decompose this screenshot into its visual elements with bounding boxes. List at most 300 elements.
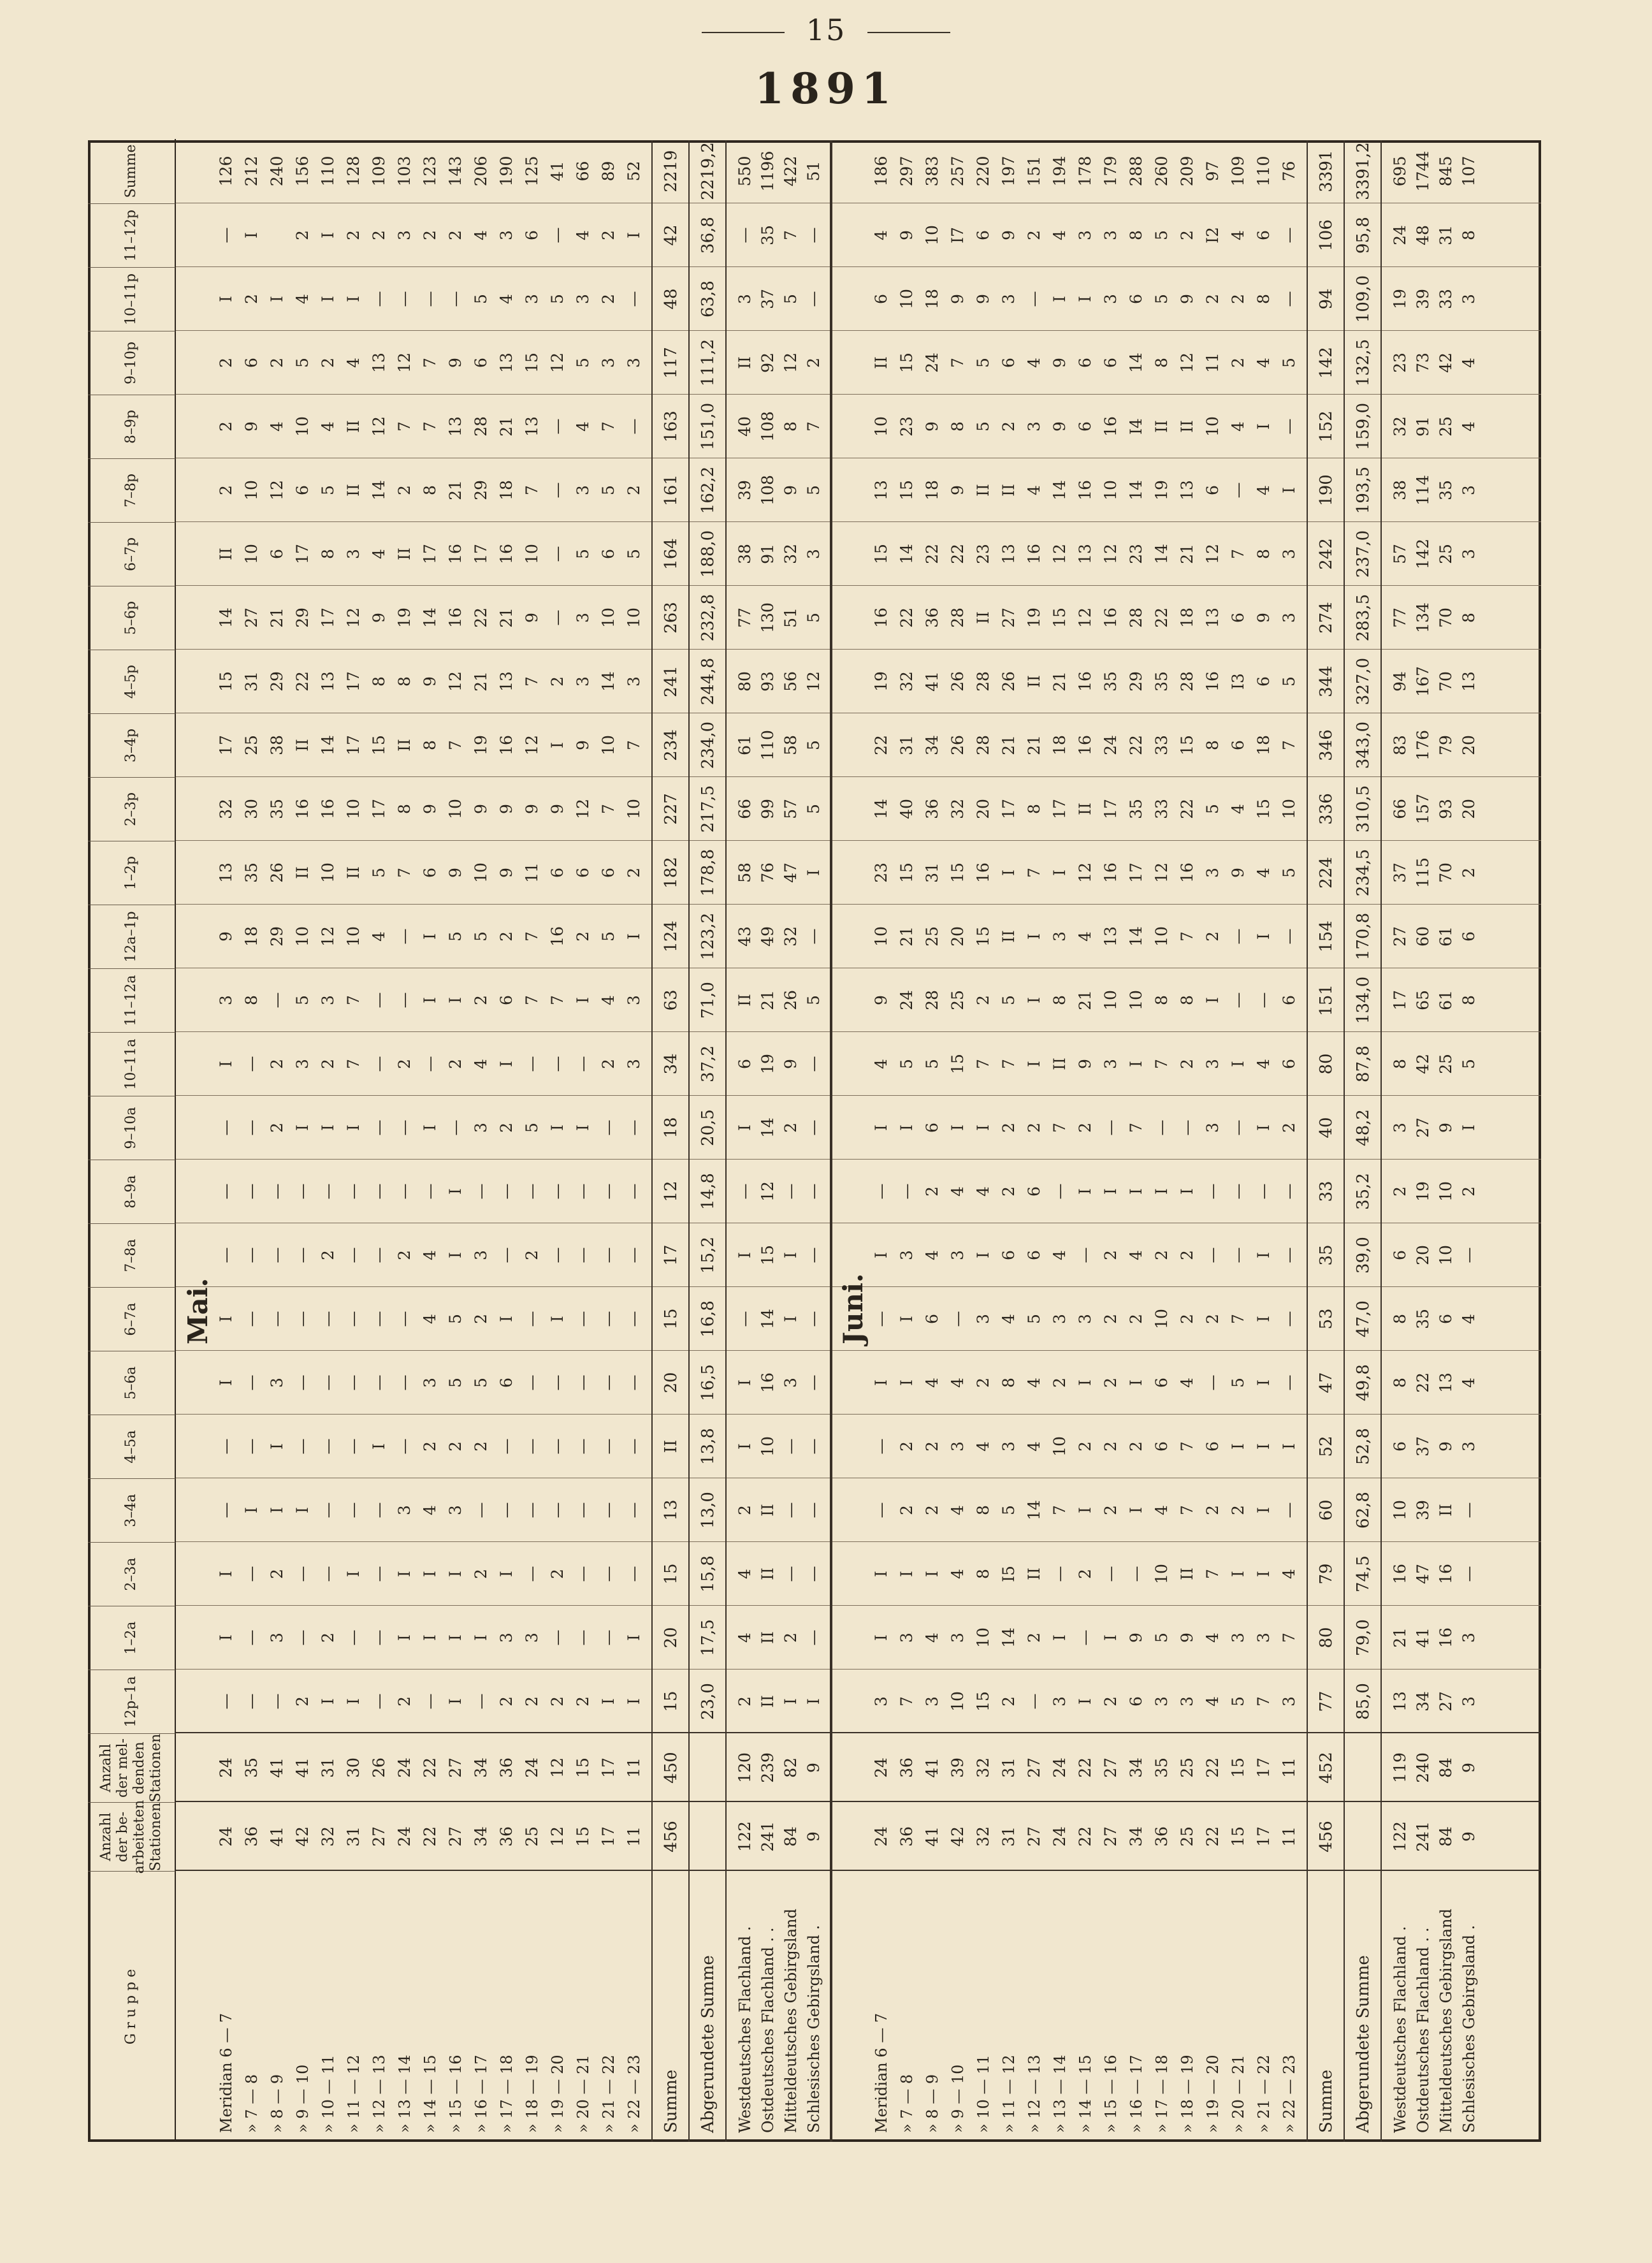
table-cell: I (497, 1316, 516, 1322)
table-cell: 297 (897, 156, 916, 187)
table-cell: — (1152, 1119, 1171, 1136)
table-cell: 2 (735, 1696, 754, 1706)
table-cell: 5 (1203, 804, 1222, 814)
table-cell: I (872, 1124, 890, 1131)
column-header: 2–3p (88, 777, 176, 841)
table-cell: 234 (662, 729, 681, 761)
table-cell: 3 (1280, 549, 1298, 559)
table-row (894, 140, 920, 2142)
table-row (1225, 140, 1252, 2142)
table-cell: I (421, 997, 439, 1003)
table-cell: 6 (1280, 1059, 1298, 1069)
table-cell: 6 (242, 358, 261, 368)
table-cell: 125 (523, 156, 541, 187)
table-cell: I (1280, 1443, 1298, 1450)
table-cell: 66 (735, 799, 754, 819)
table-cell: 60 (1414, 926, 1432, 947)
table-cell: 6 (1229, 740, 1247, 750)
table-cell: 6 (1076, 358, 1094, 368)
table-cell: 23 (1127, 544, 1145, 564)
table-cell: 7 (1280, 740, 1298, 750)
table-cell: 13,0 (699, 1492, 718, 1529)
table-cell: 82 (781, 1757, 800, 1778)
table-cell: 25 (523, 1826, 541, 1847)
table-cell: 10 (1152, 1309, 1171, 1329)
table-cell: 2 (472, 1314, 490, 1324)
column-header: 1–2a (88, 1606, 176, 1670)
table-cell: 3 (1101, 1059, 1120, 1069)
table-cell: 2 (625, 485, 643, 495)
table-cell: 10 (1050, 1436, 1069, 1457)
table-cell: 3 (625, 676, 643, 687)
table-row (1250, 140, 1277, 2142)
table-cell: 17 (599, 1826, 618, 1847)
table-cell: 2 (1101, 1696, 1120, 1706)
table-cell: 3 (897, 1250, 916, 1260)
table-cell: 4 (1229, 230, 1247, 240)
table-cell: 450 (662, 1752, 681, 1784)
table-cell: 79 (1437, 735, 1455, 755)
table-cell: 7 (344, 1059, 363, 1069)
table-cell: 4 (735, 1569, 754, 1579)
table-row (442, 140, 469, 2142)
table-cell: 15 (897, 480, 916, 500)
table-cell: — (395, 992, 414, 1008)
table-row (519, 140, 546, 2142)
table-cell: 4 (1460, 1378, 1478, 1388)
table-cell: 5 (974, 358, 992, 368)
table-cell: 48 (662, 288, 681, 310)
table-cell: » 15 — 16 (447, 2055, 465, 2133)
table-row (544, 140, 571, 2142)
table-cell: » 10 — 11 (319, 2055, 337, 2133)
table-cell: 27 (1391, 926, 1409, 947)
table-cell: 28 (472, 416, 490, 437)
table-cell: 14 (599, 671, 618, 692)
table-cell: 25 (1437, 1054, 1455, 1074)
table-cell: 6 (1152, 1441, 1171, 1452)
table-cell: 3 (1460, 485, 1478, 495)
table-cell: 7 (1050, 1123, 1069, 1133)
table-cell: 18 (497, 480, 516, 500)
table-cell: 42 (1414, 1054, 1432, 1074)
table-cell: — (1280, 1311, 1298, 1327)
table-cell: 5 (625, 549, 643, 559)
table-cell: 2 (1076, 1123, 1094, 1133)
table-cell: 35 (1414, 1309, 1432, 1329)
month-title: Juni. (837, 1273, 869, 1344)
table-cell: 13 (1101, 926, 1120, 947)
table-cell: 6 (548, 868, 567, 878)
table-row (391, 140, 418, 2142)
table-cell: 122 (1391, 1821, 1409, 1852)
table-row (621, 140, 648, 2142)
table-cell: 12 (523, 735, 541, 755)
table-cell: 87,8 (1354, 1045, 1373, 1082)
table-cell: 4 (1025, 1378, 1043, 1388)
table-cell: 3 (1460, 294, 1478, 304)
table-cell: 2 (1025, 230, 1043, 240)
table-cell: 16,8 (699, 1300, 718, 1337)
table-cell: 240 (1414, 1752, 1432, 1783)
table-cell: 3 (395, 230, 414, 240)
row-separator (651, 140, 653, 2142)
table-row (970, 140, 997, 2142)
table-cell: 234,0 (699, 721, 718, 769)
table-cell: — (1101, 1119, 1120, 1136)
table-cell: 6 (923, 1123, 941, 1133)
table-cell: 80 (735, 671, 754, 692)
table-cell: 13 (872, 480, 890, 500)
table-cell: 15 (872, 544, 890, 564)
table-cell: 2 (1025, 1633, 1043, 1643)
table-cell: » 17 — 18 (498, 2055, 516, 2133)
table-cell: I (217, 1379, 235, 1386)
table-cell: 8 (1460, 995, 1478, 1005)
table-row (468, 140, 495, 2142)
table-cell: 3 (344, 549, 363, 559)
table-cell: 550 (735, 156, 754, 187)
table-cell: 2 (344, 230, 363, 240)
table-cell: 4 (872, 1059, 890, 1069)
table-cell: 27 (446, 1826, 465, 1847)
table-cell: 27 (446, 1757, 465, 1778)
table-cell: 9 (523, 804, 541, 814)
table-cell: 15 (662, 1691, 681, 1712)
table-cell: 257 (948, 156, 967, 187)
table-cell: 16 (319, 799, 337, 819)
table-cell: 7 (523, 485, 541, 495)
table-cell: — (395, 1438, 414, 1455)
table-cell: 22 (1076, 1757, 1094, 1778)
table-cell (1350, 1802, 1377, 1871)
table-cell: II (758, 1631, 777, 1644)
table-cell: 7 (1127, 1123, 1145, 1133)
table-cell: 9 (523, 613, 541, 623)
table-cell: 3 (948, 1633, 967, 1643)
table-cell: — (1229, 1119, 1247, 1136)
table-cell: 8 (1460, 230, 1478, 240)
table-cell: — (217, 1693, 235, 1710)
table-cell: — (217, 1502, 235, 1518)
table-cell: II (395, 739, 414, 752)
table-cell: 4 (974, 1441, 992, 1452)
table-cell: 4 (974, 1186, 992, 1197)
table-cell: 41 (1414, 1627, 1432, 1648)
table-cell: I (735, 1443, 754, 1450)
table-cell: — (599, 1183, 618, 1200)
table-cell: I (1460, 1124, 1478, 1131)
table-cell: 2 (395, 485, 414, 495)
table-cell: I (497, 1571, 516, 1577)
table-cell: I (1280, 487, 1298, 493)
table-cell: 3 (599, 358, 618, 368)
table-cell: — (1254, 992, 1273, 1008)
table-cell: — (599, 1311, 618, 1327)
table-cell: 3 (1101, 230, 1120, 240)
table-cell: — (370, 1247, 388, 1263)
table-cell: I (319, 1698, 337, 1705)
table-cell: — (497, 1247, 516, 1263)
table-cell: — (804, 1438, 823, 1455)
table-cell: 130 (758, 602, 777, 633)
table-cell: 77 (735, 608, 754, 628)
table-cell: — (548, 482, 567, 498)
table-cell: 9 (1178, 1633, 1196, 1643)
table-cell: 16 (872, 608, 890, 628)
table-cell: 94 (1317, 288, 1336, 310)
table-cell: 2 (523, 1696, 541, 1706)
table-cell: I (1076, 1698, 1094, 1705)
table-cell: 28 (1178, 671, 1196, 692)
table-cell: 31 (319, 1757, 337, 1778)
table-cell: — (1076, 1629, 1094, 1646)
table-cell: I (472, 1634, 490, 1641)
table-cell: 10 (599, 735, 618, 755)
table-cell: 12 (446, 671, 465, 692)
table-cell: 17 (1127, 862, 1145, 883)
table-cell: 3 (735, 294, 754, 304)
table-cell: — (1203, 1247, 1222, 1263)
column-header: 6–7p (88, 522, 176, 586)
table-cell: » 15 — 16 (1102, 2055, 1120, 2133)
table-cell: I (370, 1443, 388, 1450)
table-cell: 26 (268, 862, 286, 883)
table-cell: 10 (523, 544, 541, 564)
table-cell: 2 (497, 931, 516, 942)
table-cell: 283,5 (1354, 593, 1373, 642)
table-cell: — (242, 1374, 261, 1391)
table-cell: 4 (948, 1378, 967, 1388)
table-cell: 8 (370, 676, 388, 687)
table-cell: 106 (1317, 219, 1336, 251)
table-cell: 2 (319, 1250, 337, 1260)
table-cell: 17 (1101, 799, 1120, 819)
table-cell: — (1280, 291, 1298, 307)
table-cell: 8 (974, 1569, 992, 1579)
table-cell: — (804, 1629, 823, 1646)
table-cell: 17 (599, 1757, 618, 1778)
table-cell: — (293, 1629, 312, 1646)
table-cell: 3 (1076, 1314, 1094, 1324)
table-cell: I (1229, 1571, 1247, 1577)
table-row (996, 140, 1022, 2142)
table-cell: — (599, 1119, 618, 1136)
table-cell: 119 (1391, 1752, 1409, 1783)
table-cell: — (344, 1629, 363, 1646)
table-cell: 4 (1254, 868, 1273, 878)
table-cell: — (625, 1566, 643, 1582)
table-cell: 2 (1229, 294, 1247, 304)
table-cell: 8 (781, 421, 800, 432)
table-row (868, 140, 895, 2142)
table-row (315, 140, 342, 2142)
table-cell: 3 (1460, 549, 1478, 559)
table-cell: 12 (1076, 608, 1094, 628)
table-cell: 154 (1317, 920, 1336, 952)
table-cell: I (395, 1634, 414, 1641)
table-cell: I (319, 232, 337, 238)
table-cell: — (523, 1056, 541, 1072)
table-cell: — (293, 1247, 312, 1263)
table-cell: 15 (1254, 799, 1273, 819)
table-cell: 18 (1050, 735, 1069, 755)
table-cell: 2 (1076, 1569, 1094, 1579)
table-cell: 2 (217, 485, 235, 495)
column-header: 9–10p (88, 331, 176, 395)
table-cell: 24 (1101, 735, 1120, 755)
table-cell: 12 (758, 1181, 777, 1202)
table-cell: I (1076, 1507, 1094, 1513)
table-cell: 29 (293, 608, 312, 628)
table-cell: 33 (1152, 735, 1171, 755)
table-cell: 241 (1414, 1821, 1432, 1852)
table-cell: II (974, 484, 992, 497)
table-cell: 20 (948, 926, 967, 947)
summary-row (1350, 140, 1377, 2142)
table-cell: 2 (974, 995, 992, 1005)
table-cell: 274 (1317, 602, 1336, 634)
table-cell: 5 (370, 868, 388, 878)
table-cell: 83 (1391, 735, 1409, 755)
table-cell: — (548, 546, 567, 562)
table-cell: » 13 — 14 (1051, 2055, 1069, 2133)
table-row (1047, 140, 1073, 2142)
table-cell: 36 (497, 1757, 516, 1778)
table-cell: I (1025, 1061, 1043, 1067)
table-cell: 23 (1391, 353, 1409, 373)
table-cell: — (548, 1502, 567, 1518)
table-cell: 9 (781, 1059, 800, 1069)
table-cell: 32 (974, 1757, 992, 1778)
table-cell: I (1050, 1634, 1069, 1641)
table-cell: 2 (1178, 230, 1196, 240)
table-cell: 20,5 (699, 1109, 718, 1146)
table-cell: I (897, 1316, 916, 1322)
table-cell: II (1437, 1504, 1455, 1517)
table-cell: — (548, 609, 567, 626)
table-cell: 2 (1391, 1186, 1409, 1197)
table-cell: — (421, 1183, 439, 1200)
table-cell: 2 (548, 676, 567, 687)
table-cell: 47 (1317, 1372, 1336, 1393)
table-cell: 32 (217, 799, 235, 819)
table-cell: 3 (268, 1378, 286, 1388)
table-cell: — (370, 1056, 388, 1072)
table-cell: I7 (948, 227, 967, 244)
table-cell: II (1178, 420, 1196, 433)
table-cell: — (395, 1119, 414, 1136)
table-cell: 10 (974, 1627, 992, 1648)
table-cell: 6 (574, 868, 592, 878)
table-cell: 9 (1437, 1441, 1455, 1452)
table-cell: 24 (872, 1826, 890, 1847)
table-cell: 7 (1203, 1569, 1222, 1579)
table-cell: I (1254, 1252, 1273, 1258)
table-cell: 28 (974, 735, 992, 755)
table-cell: 9 (1460, 1831, 1478, 1842)
table-cell: 6 (1460, 931, 1478, 942)
table-cell: — (625, 1119, 643, 1136)
table-cell: II (735, 994, 754, 1007)
table-cell: 28 (948, 608, 967, 628)
table-cell: Meridian 6 — 7 (873, 2012, 890, 2133)
table-cell: 452 (1317, 1752, 1336, 1784)
table-cell: 15 (897, 353, 916, 373)
table-cell: 2 (735, 1505, 754, 1515)
table-cell: Abgerundete Summe (1354, 1955, 1373, 2133)
table-cell: 10 (472, 862, 490, 883)
table-cell: 11 (1280, 1757, 1298, 1778)
table-cell: — (472, 1502, 490, 1518)
table-cell: 5 (1280, 676, 1298, 687)
table-cell: 6 (599, 549, 618, 559)
table-cell: Summe (1317, 2069, 1336, 2133)
table-cell: 7 (625, 740, 643, 750)
table-cell: II (974, 611, 992, 624)
table-cell: 5 (293, 995, 312, 1005)
table-cell: 35 (242, 862, 261, 883)
table-cell: 17 (1391, 990, 1409, 1010)
table-cell: 26 (948, 735, 967, 755)
table-cell: — (625, 1502, 643, 1518)
table-cell: — (217, 1183, 235, 1200)
table-cell: 3 (1391, 1123, 1409, 1133)
table-cell: — (319, 1438, 337, 1455)
table-cell: II (395, 548, 414, 560)
table-cell: 37 (1391, 862, 1409, 883)
table-cell: 11 (625, 1757, 643, 1778)
table-cell: 7 (1254, 1696, 1273, 1706)
table-cell: 5 (599, 485, 618, 495)
table-cell: — (242, 1183, 261, 1200)
table-cell: 13 (999, 544, 1018, 564)
table-cell: I (948, 1124, 967, 1131)
table-cell: — (1229, 928, 1247, 945)
table-cell: » 7 — 8 (898, 2074, 916, 2133)
table-cell: 14 (1025, 1500, 1043, 1520)
table-cell: — (599, 1566, 618, 1582)
table-cell: 151 (1025, 156, 1043, 187)
table-cell: 422 (781, 156, 800, 187)
table-cell: 4 (1050, 1250, 1069, 1260)
column-header: 10–11a (88, 1032, 176, 1096)
table-cell: » 20 — 21 (574, 2055, 592, 2133)
table-cell: 5 (446, 1378, 465, 1388)
table-cell: 126 (217, 156, 235, 187)
table-cell: 8 (319, 549, 337, 559)
table-cell: — (1229, 1247, 1247, 1263)
table-cell: — (319, 1183, 337, 1200)
table-cell: 30 (242, 799, 261, 819)
table-cell: 7 (974, 1059, 992, 1069)
table-cell: I (344, 296, 363, 302)
table-cell: 16 (1101, 862, 1120, 883)
table-cell: 10 (1152, 1564, 1171, 1584)
table-cell: — (242, 1629, 261, 1646)
table-cell: 24 (523, 1757, 541, 1778)
table-cell: 15 (1178, 735, 1196, 755)
table-cell: — (781, 1183, 800, 1200)
table-cell: 4 (1280, 1569, 1298, 1579)
table-cell: I (1050, 870, 1069, 876)
table-cell: 2 (370, 230, 388, 240)
table-cell: Summe (662, 2069, 681, 2133)
table-cell: — (548, 1438, 567, 1455)
table-cell: — (344, 1438, 363, 1455)
table-cell: — (242, 1247, 261, 1263)
table-cell: — (268, 1311, 286, 1327)
